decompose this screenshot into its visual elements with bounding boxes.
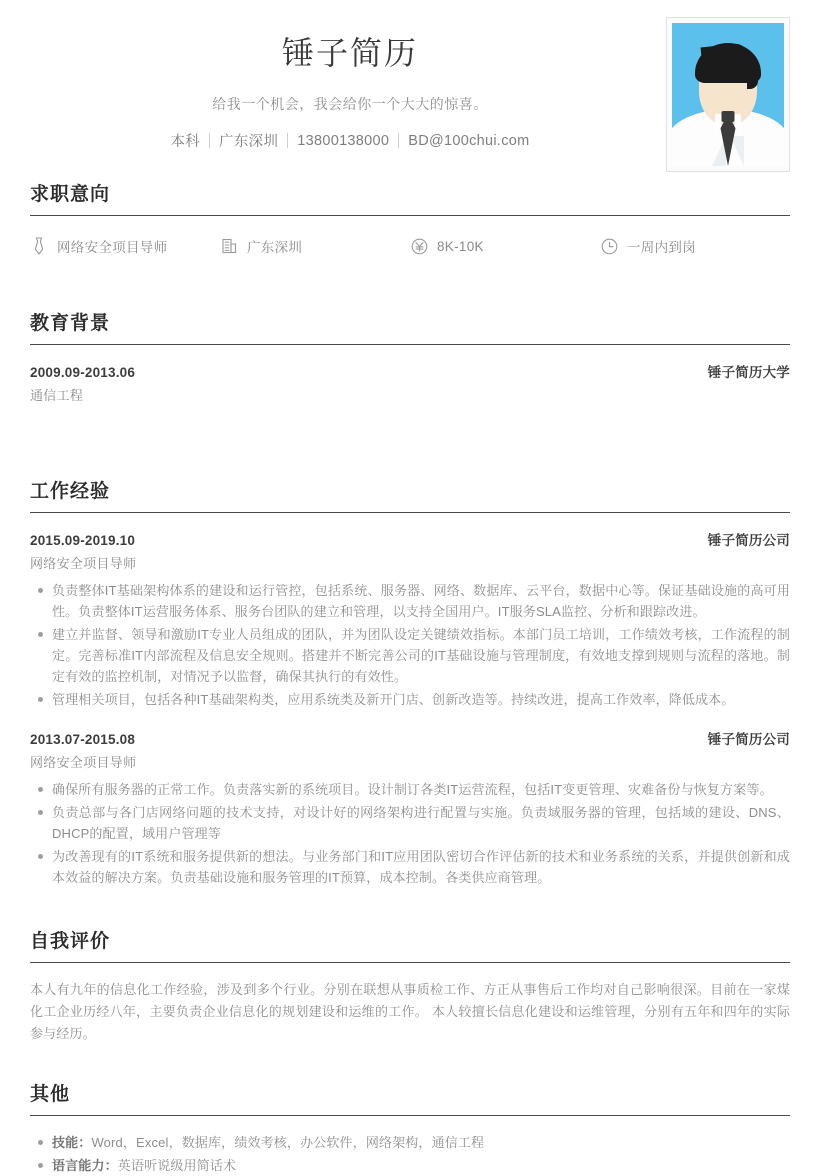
job-intent-salary [410, 236, 600, 256]
contact-location: 广东深圳 [219, 134, 279, 151]
self-evaluation-text: 本人有九年的信息化工作经验，涉及到多个行业。分别在联想从事质检工作、方正从事售后工作均对自己影响很深。目前在一家煤化工企业历经八年，主要负责企业信息化的规划建设和运维的工作。 本人较擅长信息化建设和运维管理，分别有五年和四年的实际参与经历。 [30, 982, 790, 1041]
section-job-intent [30, 179, 790, 274]
resume-header [30, 0, 790, 175]
section-self-evaluation [30, 926, 790, 1045]
yen-icon [410, 237, 428, 255]
section-title-education: 教育背景 [30, 313, 111, 334]
work-entry-head [30, 728, 790, 752]
clock-icon [600, 237, 618, 255]
work-entry [30, 529, 790, 710]
contact-email: BD@100chui.com [408, 132, 530, 149]
education-entry-head [30, 361, 790, 385]
section-title-other: 其他 [30, 1084, 71, 1105]
work-role: 网络安全项目导师 [30, 556, 137, 571]
list-item: 负责总部与各门店网络问题的技术支持，对设计好的网络架构进行配置与实施。负责域服务器的管理，包括域的建设、DNS、DHCP的配置，域用户管理等 [30, 802, 790, 844]
job-intent-row [30, 232, 790, 274]
job-intent-position [30, 236, 220, 256]
other-item-label: 技能： [52, 1135, 92, 1150]
work-org: 锤子简历公司 [707, 732, 790, 747]
spacer [30, 274, 790, 304]
section-title-work: 工作经验 [30, 481, 111, 502]
list-item: 建立并监督、领导和激励IT专业人员组成的团队，并为团队设定关键绩效指标。本部门员工培训，工作绩效考核，工作流程的制定。完善标准IT内部流程及信息安全规则。搭建并不断完善公司的IT基础设施与管理制度，有效地支撑到规则与流程的落地。制定有效的监控机制，对情况予以监督，确保其执行的有效性。 [30, 624, 790, 687]
work-entry-head [30, 529, 790, 553]
tie-icon [30, 237, 48, 255]
job-intent-availability-label: 一周内到岗 [627, 240, 696, 255]
list-item: 负责整体IT基础架构体系的建设和运行管控，包括系统、服务器、网络、数据库、云平台，数据中心等。保证基础设施的高可用性。负责整体IT运营服务体系、服务台团队的建立和管理，以支持全国用户。IT服务SLA监控、分析和跟踪改进。 [30, 580, 790, 622]
section-divider [30, 344, 790, 345]
contact-education: 本科 [170, 134, 201, 151]
other-item-label: 语言能力： [52, 1158, 118, 1173]
spacer [30, 442, 790, 472]
work-period: 2015.09-2019.10 [30, 533, 136, 548]
section-education [30, 308, 790, 412]
work-bullets [30, 580, 790, 710]
other-item-value: 英语听说级用简话术 [117, 1158, 237, 1173]
other-list [30, 1132, 790, 1176]
section-work-experience [30, 476, 790, 888]
work-org: 锤子简历公司 [707, 533, 790, 548]
work-role: 网络安全项目导师 [30, 755, 137, 770]
education-major: 通信工程 [30, 388, 84, 403]
work-period: 2013.07-2015.08 [30, 732, 136, 747]
work-bullets [30, 779, 790, 888]
avatar-frame [666, 17, 790, 172]
job-intent-position-label: 网络安全项目导师 [57, 240, 168, 255]
section-title-self-evaluation: 自我评价 [30, 931, 111, 952]
list-item [30, 1155, 790, 1176]
section-divider [30, 962, 790, 963]
spacer [30, 416, 790, 442]
job-intent-salary-label: 8K-10K [437, 238, 484, 254]
slogan-text: 给我一个机会，我会给你一个大大的惊喜。 [212, 96, 488, 113]
other-item-value: Word，Excel，数据库，绩效考核，办公软件，网络架构，通信工程 [91, 1135, 485, 1150]
list-item: 管理相关项目，包括各种IT基础架构类，应用系统类及新开门店、创新改造等。持续改进，提高工作效率，降低成本。 [30, 689, 790, 710]
job-intent-city-label: 广东深圳 [247, 240, 303, 255]
list-item: 为改善现有的IT系统和服务提供新的想法。与业务部门和IT应用团队密切合作评估新的技术和业务系统的关系，并提供创新和成本效益的解决方案。负责基础设施和服务管理的IT预算，成本控制。各类供应商管理。 [30, 846, 790, 888]
list-item [30, 1132, 790, 1153]
work-entry [30, 728, 790, 888]
section-divider [30, 512, 790, 513]
section-divider [30, 1115, 790, 1116]
avatar-hair-side [747, 59, 758, 89]
spacer [30, 1045, 790, 1075]
section-other [30, 1079, 790, 1176]
section-divider [30, 215, 790, 216]
list-item: 确保所有服务器的正常工作。负责落实新的系统项目。设计制订各类IT运营流程，包括IT变更管理、灾难备份与恢复方案等。 [30, 779, 790, 800]
education-period: 2009.09-2013.06 [30, 365, 136, 380]
spacer [30, 714, 790, 728]
education-org: 锤子简历大学 [707, 365, 790, 380]
contact-phone: 13800138000 [297, 132, 390, 149]
spacer [30, 892, 790, 922]
page-title: 锤子简历 [281, 35, 418, 71]
job-intent-city [220, 236, 410, 256]
building-icon [220, 237, 238, 255]
education-entry [30, 361, 790, 412]
avatar [672, 23, 784, 166]
contact-line [30, 130, 670, 151]
section-title-job-intent: 求职意向 [30, 184, 111, 205]
job-intent-availability [600, 236, 790, 256]
